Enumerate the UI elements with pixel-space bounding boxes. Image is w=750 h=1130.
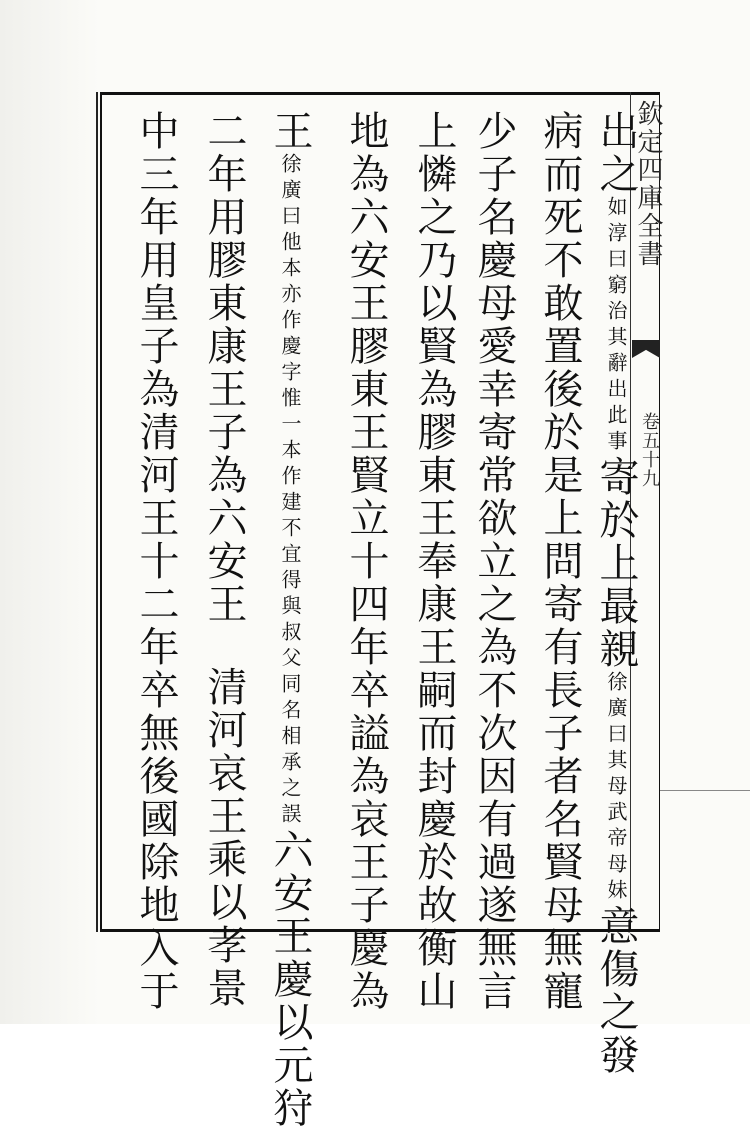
text-column-1	[588, 110, 644, 1077]
main-text: 中三年用皇子為清河王十二年卒無後國除地入于	[133, 110, 179, 1013]
text-column-5	[338, 110, 394, 1013]
outer-border-rule	[96, 92, 98, 932]
main-text: 意傷之發	[593, 905, 639, 1077]
text-column-4	[406, 110, 462, 1013]
book-title: 欽定四庫全書	[633, 100, 663, 268]
annotation-line: 徐廣曰他本亦作慶字惟一本作	[278, 153, 302, 491]
annotation-block	[603, 196, 629, 456]
main-text: 清河哀王乘以孝景	[201, 666, 247, 1010]
text-column-6	[262, 110, 318, 1130]
main-text: 少子名慶母愛幸寄常欲立之為不次因有過遂無言	[471, 110, 517, 1013]
main-text: 王	[267, 110, 313, 153]
text-column-3	[466, 110, 522, 1013]
annotation-line: 如淳曰窮治	[604, 196, 628, 326]
annotation-line: 建不宜得與叔父同名相承之誤	[278, 491, 302, 829]
annotation-line: 其辭出此事	[604, 326, 628, 456]
annotation-line: 徐廣曰其母	[604, 671, 628, 801]
juan-label: 卷五十九	[639, 412, 660, 488]
text-column-8	[128, 110, 184, 1013]
annotation-line: 武帝母妹	[604, 801, 628, 905]
edge-rule	[660, 790, 750, 791]
main-text: 出之	[593, 110, 639, 196]
page-fold-shadow	[0, 0, 100, 1024]
main-text: 六安王慶以元狩	[267, 829, 313, 1130]
annotation-block	[603, 671, 629, 905]
text-column-2	[532, 110, 588, 1013]
main-text: 寄於上最親	[593, 456, 639, 671]
main-text: 地為六安王膠東王賢立十四年卒謚為哀王子慶為	[343, 110, 389, 1013]
main-text: 病而死不敢置後於是上問寄有長子者名賢母無寵	[537, 110, 583, 1013]
text-column-7	[196, 110, 252, 1010]
main-text: 上憐之乃以賢為膠東王奉康王嗣而封慶於故衡山	[411, 110, 457, 1013]
main-text: 二年用膠東康王子為六安王	[201, 110, 247, 626]
annotation-block	[277, 153, 303, 829]
